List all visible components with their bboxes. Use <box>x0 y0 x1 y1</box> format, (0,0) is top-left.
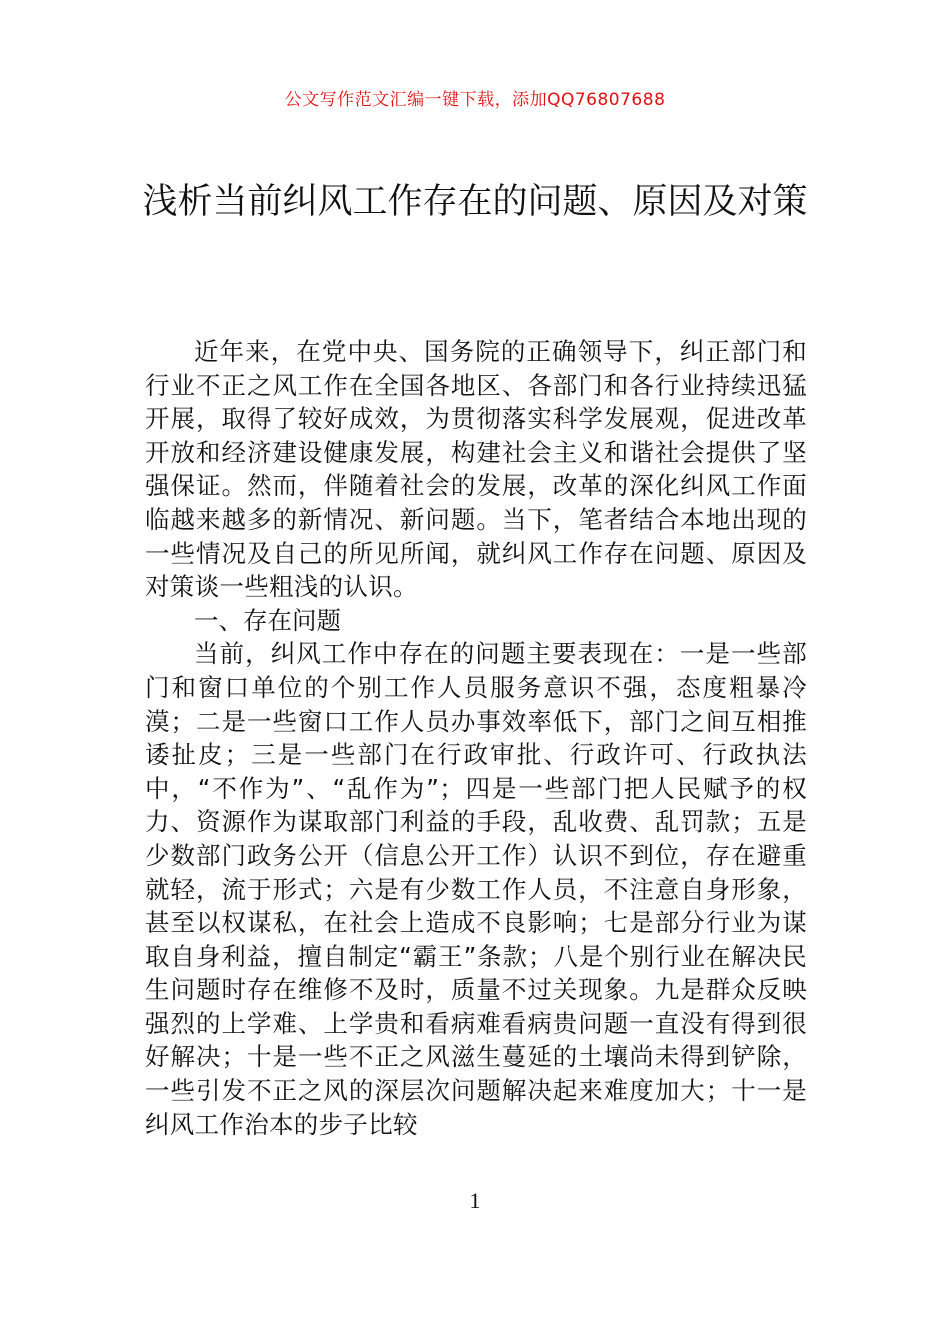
section-heading-problems: 一、存在问题 <box>194 605 341 635</box>
page-number: 1 <box>469 1188 481 1213</box>
problems-paragraph: 当前，纠风工作中存在的问题主要表现在：一是一些部门和窗口单位的个别工作人员服务意识不强，态度粗暴冷漠；二是一些窗口工作人员办事效率低下，部门之间互相推诿扯皮；三是一些部门在行政审批、行政许可、行政执法中，“不作为”、“乱作为”；四是一些部门把人民赋予的权力、资源作为谋取部门利益的手段，乱收费、乱罚款；五是少数部门政务公开（信息公开工作）认识不到位，存在避重就轻，流于形式；六是有少数工作人员，不注意自身形象，甚至以权谋私，在社会上造成不良影响；七是部分行业为谋取自身利益，擅自制定“霸王”条款；八是个别行业在解决民生问题时存在维修不及时，质量不过关现象。九是群众反映强烈的上学难、上学贵和看病难看病贵问题一直没有得到很好解决；十是一些不正之风滋生蔓延的土壤尚未得到铲除，一些引发不正之风的深层次问题解决起来难度加大；十一是纠风工作治本的步子比较 <box>145 639 807 1139</box>
download-promo-note: 公文写作范文汇编一键下载，添加QQ76807688 <box>284 90 666 110</box>
intro-paragraph: 近年来，在党中央、国务院的正确领导下，纠正部门和行业不正之风工作在全国各地区、各部门和各行业持续迅猛开展，取得了较好成效，为贯彻落实科学发展观，促进改革开放和经济建设健康发展，构建社会主义和谐社会提供了坚强保证。然而，伴随着社会的发展，改革的深化纠风工作面临越来越多的新情况、新问题。当下，笔者结合本地出现的一些情况及自己的所见所闻，就纠风工作存在问题、原因及对策谈一些粗浅的认识。 <box>145 337 807 602</box>
document-title: 浅析当前纠风工作存在的问题、原因及对策 <box>142 182 808 222</box>
document-body <box>145 335 807 1141</box>
